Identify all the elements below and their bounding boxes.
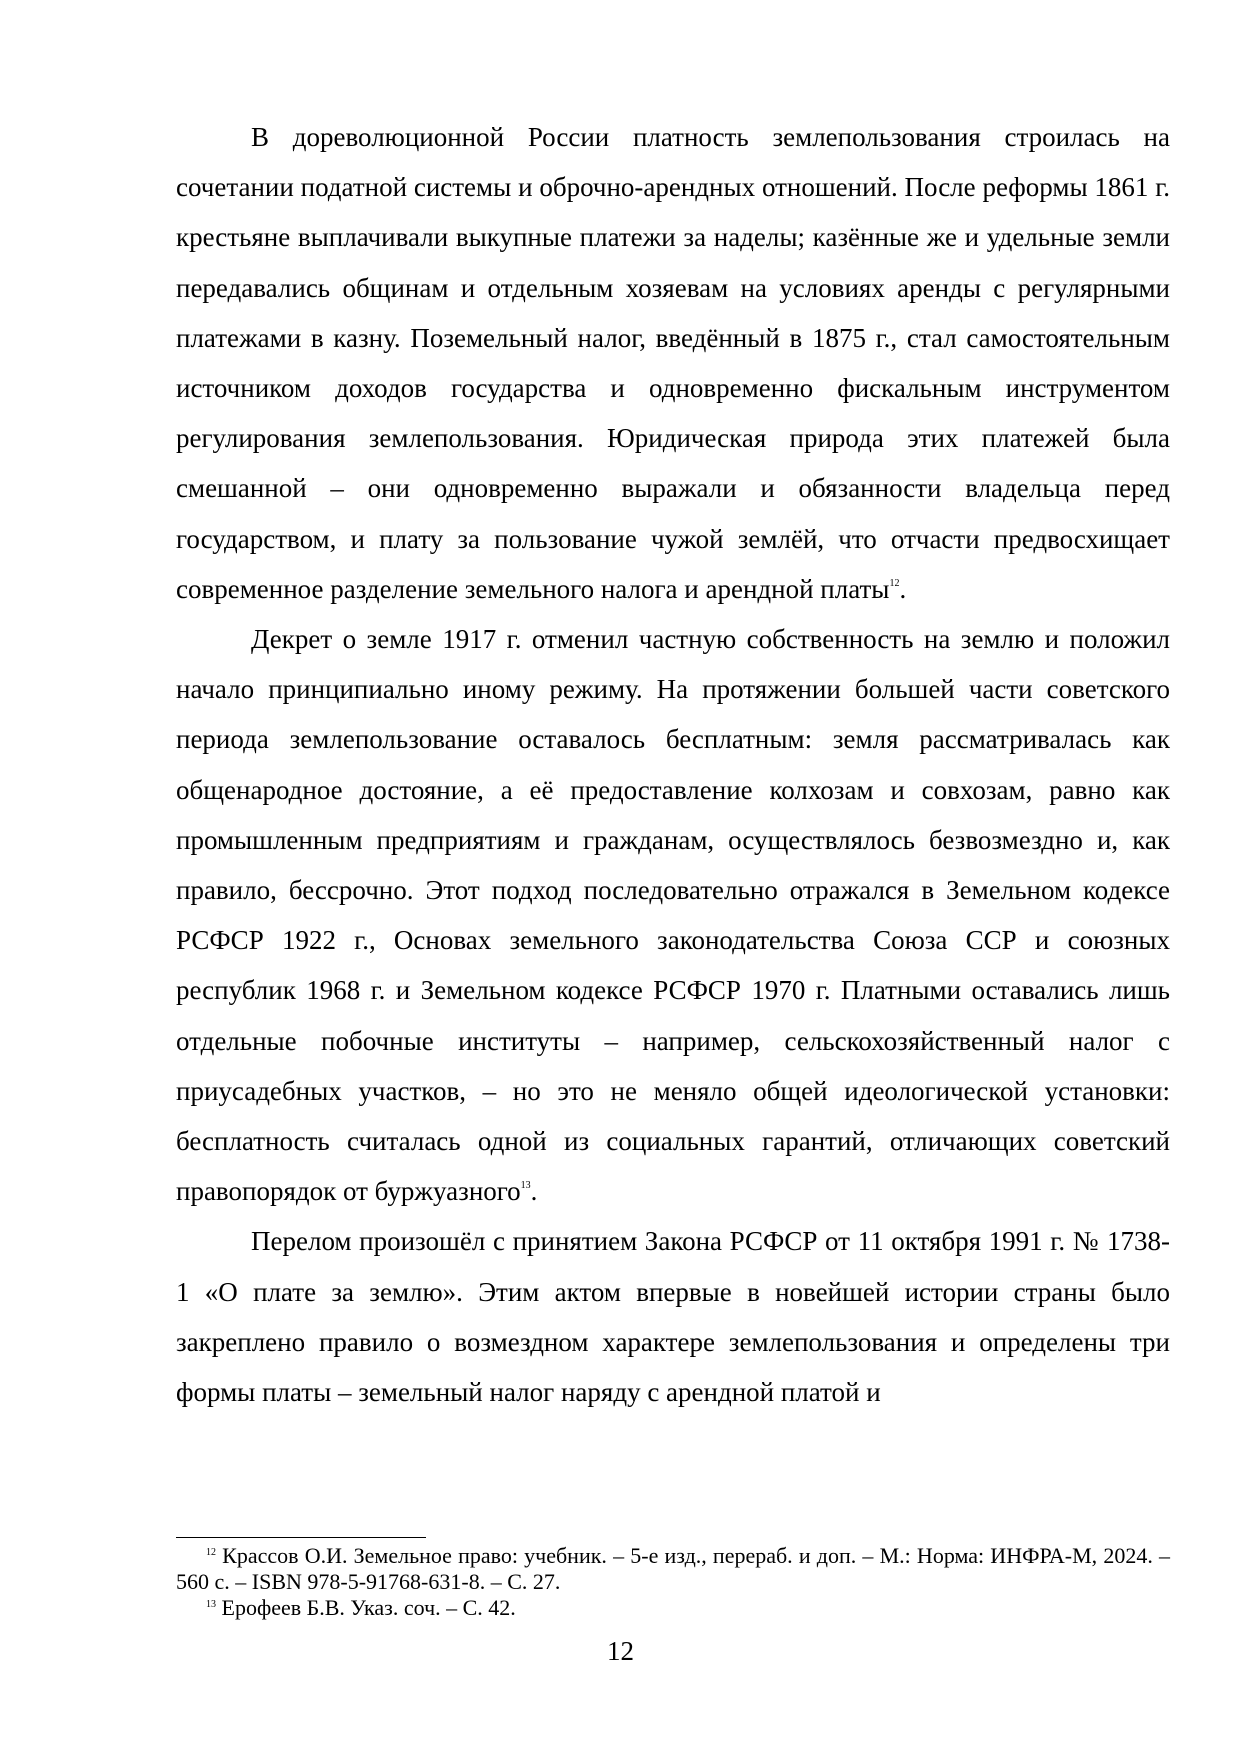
footnote-reference[interactable]: 13	[520, 1180, 531, 1192]
footnote-mark: 13	[206, 1599, 216, 1610]
paragraph-tail: .	[530, 1176, 538, 1207]
footnote-13	[176, 1595, 1170, 1621]
footnote-reference[interactable]: 12	[889, 577, 900, 589]
paragraph-tail: .	[899, 573, 907, 604]
paragraph-soviet-period	[176, 614, 1170, 1216]
paragraph-text: В дореволюционной России платность землепользования строилась на сочетании податной системы и оброчно-арендных отношений. После реформы 1861 г. крестьяне выплачивали выкупные платежи за наделы; казённые же и удельные земли передавались общинам и отдельным хозяевам на условиях аренды с регулярными платежами в казну. Поземельный налог, введённый в 1875 г., стал самостоятельным источником доходов государства и одновременно фискальным инструментом регулирования землепользования. Юридическая природа этих платежей была смешанной – они одновременно выражали и обязанности владельца перед государством, и плату за пользование чужой землёй, что отчасти предвосхищает современное разделение земельного налога и арендной платы	[176, 122, 1170, 604]
paragraph-1991-law	[176, 1216, 1170, 1417]
footnote-separator	[176, 1537, 426, 1538]
paragraph-prerevolutionary	[176, 112, 1170, 614]
footnote-mark: 12	[206, 1547, 216, 1558]
page-number: 12	[607, 1636, 634, 1666]
footnotes	[176, 1543, 1170, 1621]
paragraph-text: Декрет о земле 1917 г. отменил частную собственность на землю и положил начало принципиально иному режиму. На протяжении большей части советского периода землепользование оставалось бесплатным: земля рассматривалась как общенародное достояние, а её предоставление колхозам и совхозам, равно как промышленным предприятиям и гражданам, осуществлялось безвозмездно и, как правило, бессрочно. Этот подход последовательно отражался в Земельном кодексе РСФСР 1922 г., Основах земельного законодательства Союза ССР и союзных республик 1968 г. и Земельном кодексе РСФСР 1970 г. Платными оставались лишь отдельные побочные институты – например, сельскохозяйственный налог с приусадебных участков, – но это не меняло общей идеологической установки: бесплатность считалась одной из социальных гарантий, отличающих советский правопорядок от буржуазного	[176, 624, 1170, 1207]
footnote-text: Крассов О.И. Земельное право: учебник. – 5-е изд., перераб. и доп. – М.: Норма: ИНФРА-М, 2024. – 560 с. – ISBN 978-5-91768-631-8. – С. 27.	[176, 1543, 1170, 1594]
paragraph-text: Перелом произошёл с принятием Закона РСФСР от 11 октября 1991 г. № 1738-1 «О плате за землю». Этим актом впервые в новейшей истории страны было закреплено правило о возмездном характере землепользования и определены три формы платы – земельный налог наряду с арендной платой и	[176, 1226, 1170, 1408]
main-text	[176, 112, 1170, 1417]
footnote-text: Ерофеев Б.В. Указ. соч. – С. 42.	[216, 1595, 516, 1620]
footnote-12	[176, 1543, 1170, 1595]
